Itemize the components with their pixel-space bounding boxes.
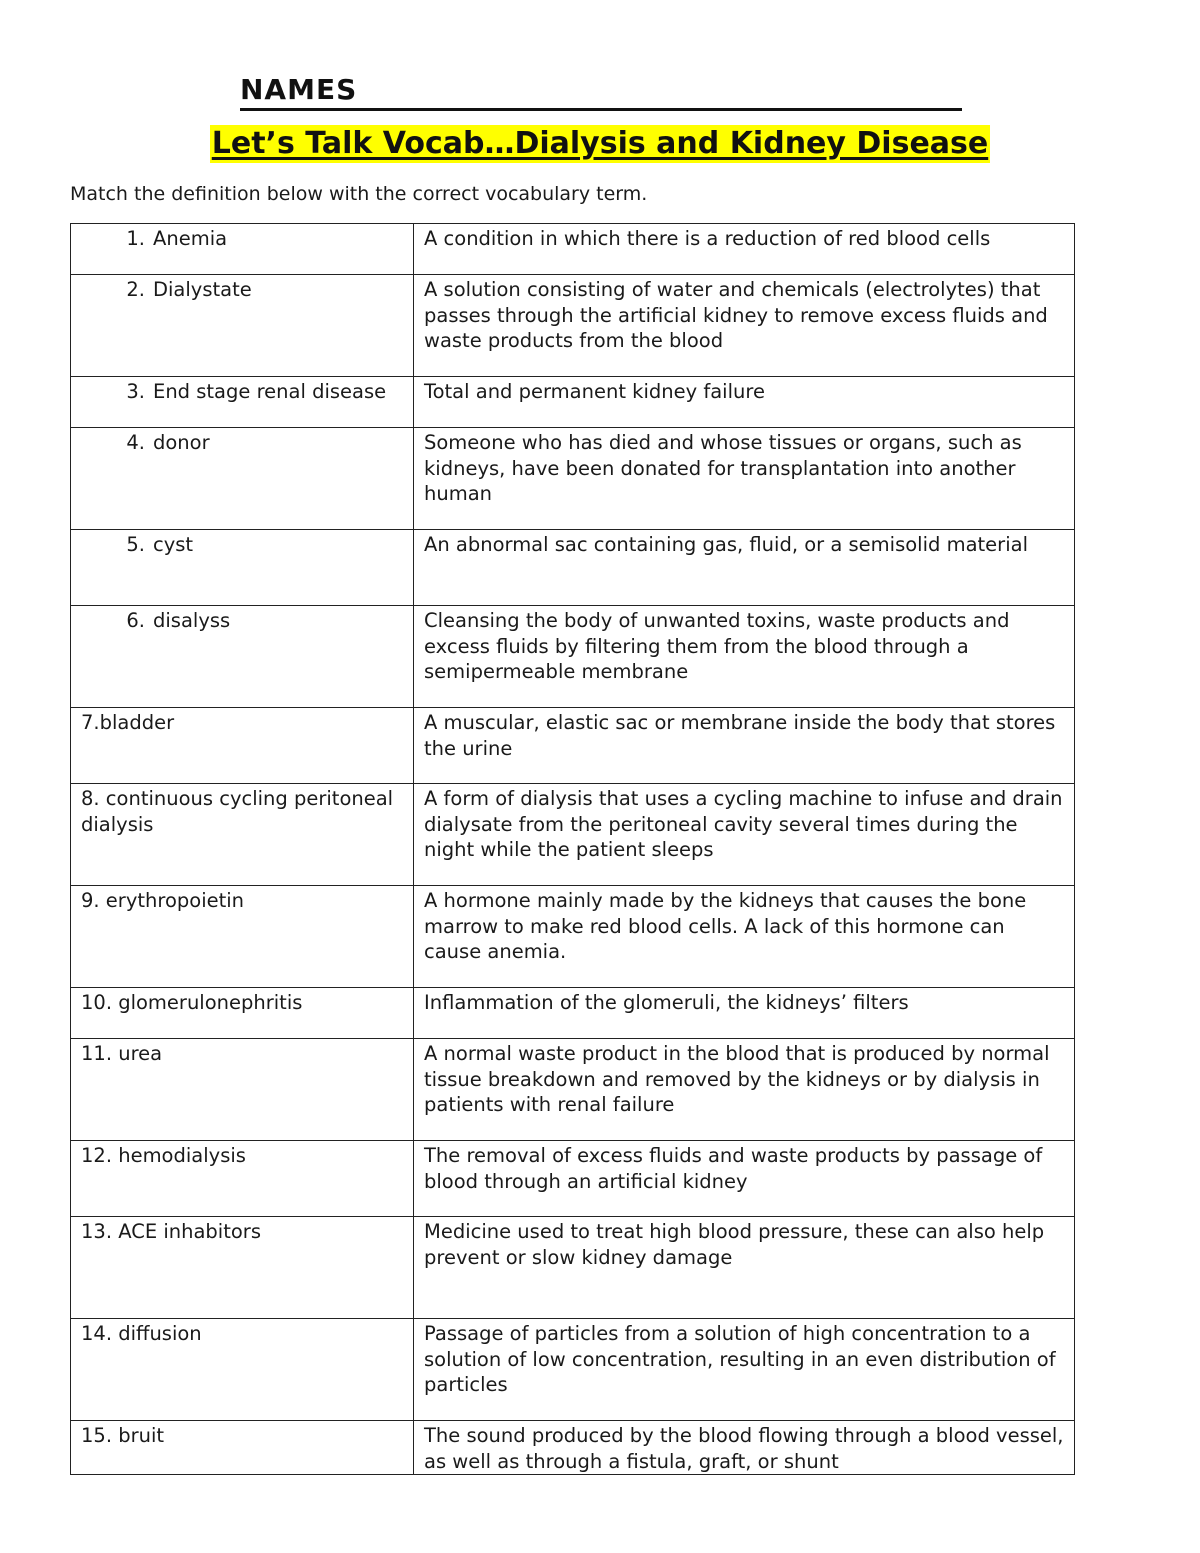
table-row xyxy=(71,1421,1075,1475)
vocab-table xyxy=(70,223,1075,1475)
table-row xyxy=(71,1141,1075,1217)
table-row xyxy=(71,275,1075,377)
definition-cell: The sound produced by the blood flowing through a blood vessel, as well as through a fistula, graft, or shunt xyxy=(414,1421,1075,1475)
table-row xyxy=(71,1039,1075,1141)
term-cell: 7.bladder xyxy=(71,708,414,784)
term-cell: 13. ACE inhabitors xyxy=(71,1217,414,1319)
term-cell: 14. diffusion xyxy=(71,1319,414,1421)
term-cell: 11. urea xyxy=(71,1039,414,1141)
term-number: 3. xyxy=(126,380,145,403)
names-label: NAMES xyxy=(240,73,358,106)
term-number: 2. xyxy=(126,278,145,301)
definition-cell: The removal of excess fluids and waste products by passage of blood through an artificial kidney xyxy=(414,1141,1075,1217)
table-row xyxy=(71,428,1075,530)
instructions: Match the definition below with the correct vocabulary term. xyxy=(70,183,648,205)
term-number: 6. xyxy=(126,609,145,632)
term-cell xyxy=(71,275,414,377)
definition-cell: Total and permanent kidney failure xyxy=(414,377,1075,428)
table-row xyxy=(71,1319,1075,1421)
table-row xyxy=(71,886,1075,988)
definition-cell: A solution consisting of water and chemicals (electrolytes) that passes through the artificial kidney to remove excess fluids and waste products from the blood xyxy=(414,275,1075,377)
table-row xyxy=(71,224,1075,275)
title-container xyxy=(0,125,1200,163)
term-cell xyxy=(71,530,414,606)
table-row xyxy=(71,1217,1075,1319)
term-cell xyxy=(71,428,414,530)
definition-cell: Inflammation of the glomeruli, the kidneys’ filters xyxy=(414,988,1075,1039)
definition-cell: An abnormal sac containing gas, fluid, or a semisolid material xyxy=(414,530,1075,606)
definition-cell: A normal waste product in the blood that is produced by normal tissue breakdown and removed by the kidneys or by dialysis in patients with renal failure xyxy=(414,1039,1075,1141)
term-cell: 8. continuous cycling peritoneal dialysis xyxy=(71,784,414,886)
term-cell: 9. erythropoietin xyxy=(71,886,414,988)
table-row xyxy=(71,708,1075,784)
definition-cell: A hormone mainly made by the kidneys that causes the bone marrow to make red blood cells. A lack of this hormone can cause anemia. xyxy=(414,886,1075,988)
term-text: cyst xyxy=(153,533,194,556)
definition-cell: Passage of particles from a solution of high concentration to a solution of low concentration, resulting in an even distribution of particles xyxy=(414,1319,1075,1421)
definition-cell: Cleansing the body of unwanted toxins, waste products and excess fluids by filtering them from the blood through a semipermeable membrane xyxy=(414,606,1075,708)
term-text: donor xyxy=(153,431,210,454)
definition-cell: Medicine used to treat high blood pressure, these can also help prevent or slow kidney damage xyxy=(414,1217,1075,1319)
term-cell xyxy=(71,224,414,275)
page-title: Let’s Talk Vocab…Dialysis and Kidney Disease xyxy=(211,126,989,161)
term-number: 1. xyxy=(126,227,145,250)
table-row xyxy=(71,606,1075,708)
names-field[interactable] xyxy=(240,72,962,111)
term-cell xyxy=(71,606,414,708)
term-text: disalyss xyxy=(153,609,231,632)
term-number: 4. xyxy=(126,431,145,454)
table-row xyxy=(71,530,1075,606)
term-cell: 15. bruit xyxy=(71,1421,414,1475)
table-row xyxy=(71,988,1075,1039)
definition-cell: A muscular, elastic sac or membrane inside the body that stores the urine xyxy=(414,708,1075,784)
term-text: Anemia xyxy=(153,227,228,250)
table-row xyxy=(71,377,1075,428)
term-cell xyxy=(71,377,414,428)
definition-cell: Someone who has died and whose tissues or organs, such as kidneys, have been donated for transplantation into another human xyxy=(414,428,1075,530)
term-number: 5. xyxy=(126,533,145,556)
definition-cell: A form of dialysis that uses a cycling machine to infuse and drain dialysate from the peritoneal cavity several times during the night while the patient sleeps xyxy=(414,784,1075,886)
term-text: Dialystate xyxy=(153,278,252,301)
term-cell: 12. hemodialysis xyxy=(71,1141,414,1217)
table-row xyxy=(71,784,1075,886)
term-cell: 10. glomerulonephritis xyxy=(71,988,414,1039)
term-text: End stage renal disease xyxy=(153,380,387,403)
definition-cell: A condition in which there is a reduction of red blood cells xyxy=(414,224,1075,275)
